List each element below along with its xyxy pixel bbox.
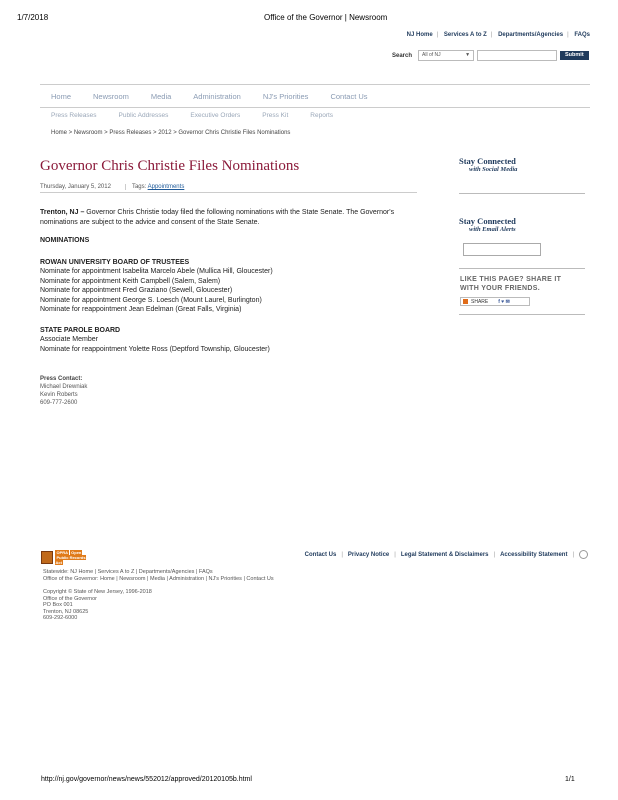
chevron-down-icon: ▼ [465,52,471,58]
footer-links: Contact Us | Privacy Notice | Legal Statement & Disclaimers | Accessibility Statement | [305,550,588,559]
list-item: Nominate for appointment Fred Graziano (Sewell, Gloucester) [40,287,233,294]
article-body [40,208,415,354]
press-contact-label: Press Contact: [40,376,83,382]
list-item: Associate Member [40,336,98,343]
util-link-departments[interactable]: Departments/Agencies [498,32,564,38]
subnav-reports[interactable]: Reports [310,112,334,119]
list-item: Nominate for appointment Isabelita Marcelo Abele (Mullica Hill, Gloucester) [40,268,273,275]
nominations-heading: NOMINATIONS [40,237,90,244]
sub-nav [51,112,355,119]
article-dateline [40,184,417,193]
list-item: Nominate for appointment George S. Loesch (Mount Laurel, Burlington) [40,296,262,304]
share-button[interactable]: SHARE f ♥ ✉ [460,297,530,306]
divider [459,314,585,315]
nav-contact[interactable]: Contact Us [330,91,368,101]
press-contact: Press Contact: Michael Drewniak Kevin Roberts 609-777-2600 [40,376,88,406]
footer-link-privacy[interactable]: Privacy Notice [347,551,390,558]
list-item: Nominate for appointment Keith Campbell (Salem, Salem) [40,277,221,285]
breadcrumb[interactable]: Home > Newsroom > Press Releases > 2012 > Governor Chris Christie Files Nominations [51,130,291,136]
search-label: Search [392,52,413,59]
share-icon [463,299,468,304]
search-scope-select[interactable]: All of NJ ▼ [418,50,474,61]
subnav-executive-orders[interactable]: Executive Orders [190,112,241,119]
print-page-number: 1/1 [565,776,575,783]
utility-nav: NJ Home | Services A to Z | Departments/Agencies | FAQs [406,32,590,38]
article-date: Thursday, January 5, 2012 [40,184,111,190]
nav-newsroom[interactable]: Newsroom [93,91,129,101]
search-submit-button[interactable]: Submit [560,51,589,60]
search-input[interactable] [477,50,557,61]
social-icons: f ♥ ✉ [498,298,510,305]
article-tags: Tags: Appointments [125,184,184,190]
social-media-block[interactable]: Stay Connected with Social Media [459,156,585,194]
share-prompt: LIKE THIS PAGE? SHARE IT WITH YOUR FRIENDS. [460,276,562,292]
footer-statewide-links[interactable]: Statewide: NJ Home | Services A to Z | Departments/Agencies | FAQs [43,569,213,575]
list-item: Nominate for reappointment Yolette Ross (Deptford Township, Gloucester) [40,345,270,353]
board-heading: ROWAN UNIVERSITY BOARD OF TRUSTEES [40,258,190,266]
footer-address: Copyright © State of New Jersey, 1996-2018 Office of the Governor PO Box 001 Trenton, NJ 08625 609-292-6000 [43,589,152,621]
subnav-press-releases[interactable]: Press Releases [51,112,97,119]
search-bar [392,50,589,61]
email-input[interactable] [463,243,541,256]
divider [459,268,585,269]
print-url: http://nj.gov/governor/news/news/552012/approved/20120105b.html [41,776,252,783]
main-nav [40,84,590,108]
footer-link-accessibility[interactable]: Accessibility Statement [500,551,568,558]
footer-link-contact[interactable]: Contact Us [304,551,337,558]
page-title: Governor Chris Christie Files Nominations [40,158,300,174]
board-section [40,258,415,315]
print-date: 1/7/2018 [17,13,49,22]
nav-administration[interactable]: Administration [193,91,241,101]
nav-media[interactable]: Media [150,91,172,101]
accessibility-icon[interactable] [579,550,588,559]
intro-paragraph: Trenton, NJ – Governor Chris Christie today filed the following nominations with the State Senate. The Governor's nominations are subject to the advice and consent of the State Senate. [40,209,395,226]
email-alerts-block: Stay Connected with Email Alerts [459,216,516,233]
footer-office-links[interactable]: Office of the Governor: Home | Newsroom | Media | Administration | NJ's Priorities | Contact Us [43,576,274,582]
footer-link-legal[interactable]: Legal Statement & Disclaimers [400,551,489,558]
list-item: Nominate for reappointment Jean Edelman (Great Falls, Virginia) [40,306,242,313]
opra-icon [41,551,53,564]
nav-priorities[interactable]: NJ's Priorities [262,91,309,101]
util-link-faqs[interactable]: FAQs [574,32,590,38]
util-link-services[interactable]: Services A to Z [443,32,487,38]
print-title: Office of the Governor | Newsroom [264,13,388,22]
nav-home[interactable]: Home [51,91,72,101]
subnav-press-kit[interactable]: Press Kit [262,112,289,119]
util-link-nj-home[interactable]: NJ Home [406,32,433,38]
board-section [40,326,415,355]
opra-logo[interactable]: OPRA Open Public Records Act [41,550,89,564]
board-heading: STATE PAROLE BOARD [40,326,121,334]
tag-link[interactable]: Appointments [147,184,185,190]
subnav-public-addresses[interactable]: Public Addresses [118,112,169,119]
